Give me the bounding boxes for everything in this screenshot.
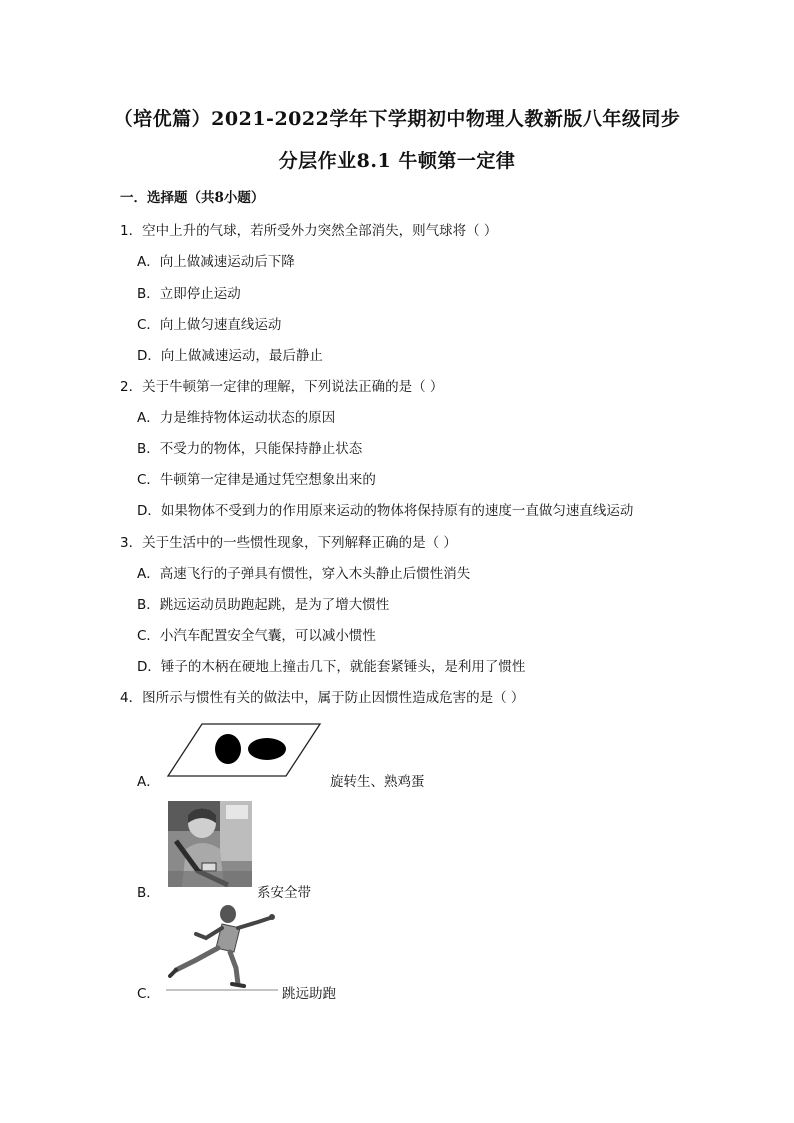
seatbelt-photo <box>168 801 252 887</box>
running-athlete-figure <box>166 904 278 992</box>
question-2-option-d: D．如果物体不受到力的作用原来运动的物体将保持原有的速度一直做匀速直线运动 <box>137 503 634 519</box>
question-2-option-b: B．不受力的物体，只能保持静止状态 <box>137 441 363 457</box>
section-heading: 一．选择题（共8小题） <box>120 190 265 206</box>
question-1-option-c: C．向上做匀速直线运动 <box>137 317 282 333</box>
question-3-option-c: C．小汽车配置安全气囊，可以减小惯性 <box>137 628 376 644</box>
question-1-stem: 1．空中上升的气球，若所受外力突然全部消失，则气球将（ ） <box>120 223 498 239</box>
question-4-option-b-caption: 系安全带 <box>257 885 311 901</box>
tabletop-shape <box>168 724 320 776</box>
question-3-option-b: B．跳远运动员助跑起跳，是为了增大惯性 <box>137 597 390 613</box>
question-1-option-b: B．立即停止运动 <box>137 286 241 302</box>
question-2-option-c: C．牛顿第一定律是通过凭空想象出来的 <box>137 472 376 488</box>
question-4-option-c-caption: 跳远助跑 <box>282 986 336 1002</box>
question-2-stem: 2．关于牛顿第一定律的理解，下列说法正确的是（ ） <box>120 379 444 395</box>
document-title-line2: 分层作业8.1 牛顿第一定律 <box>278 150 516 172</box>
question-4-option-a-caption: 旋转生、熟鸡蛋 <box>330 774 425 790</box>
question-4-option-c-label: C． <box>137 986 160 1002</box>
raw-egg-shape <box>215 734 241 764</box>
cooked-egg-shape <box>248 738 286 760</box>
question-1-option-d: D．向上做减速运动，最后静止 <box>137 348 323 364</box>
question-4-option-b-label: B． <box>137 885 160 901</box>
question-3-option-a: A．高速飞行的子弹具有惯性，穿入木头静止后惯性消失 <box>137 566 471 582</box>
question-3-stem: 3．关于生活中的一些惯性现象，下列解释正确的是（ ） <box>120 535 457 551</box>
question-2-option-a: A．力是维持物体运动状态的原因 <box>137 410 336 426</box>
spinning-eggs-figure <box>166 722 322 780</box>
question-3-option-d: D．锤子的木柄在硬地上撞击几下，就能套紧锤头，是利用了惯性 <box>137 659 526 675</box>
document-title-line1: （培优篇）2021-2022学年下学期初中物理人教新版八年级同步 <box>113 108 681 130</box>
question-4-option-a-label: A． <box>137 774 160 790</box>
question-4-stem: 4．图所示与惯性有关的做法中，属于防止因惯性造成危害的是（ ） <box>120 690 525 706</box>
question-1-option-a: A．向上做减速运动后下降 <box>137 254 295 270</box>
